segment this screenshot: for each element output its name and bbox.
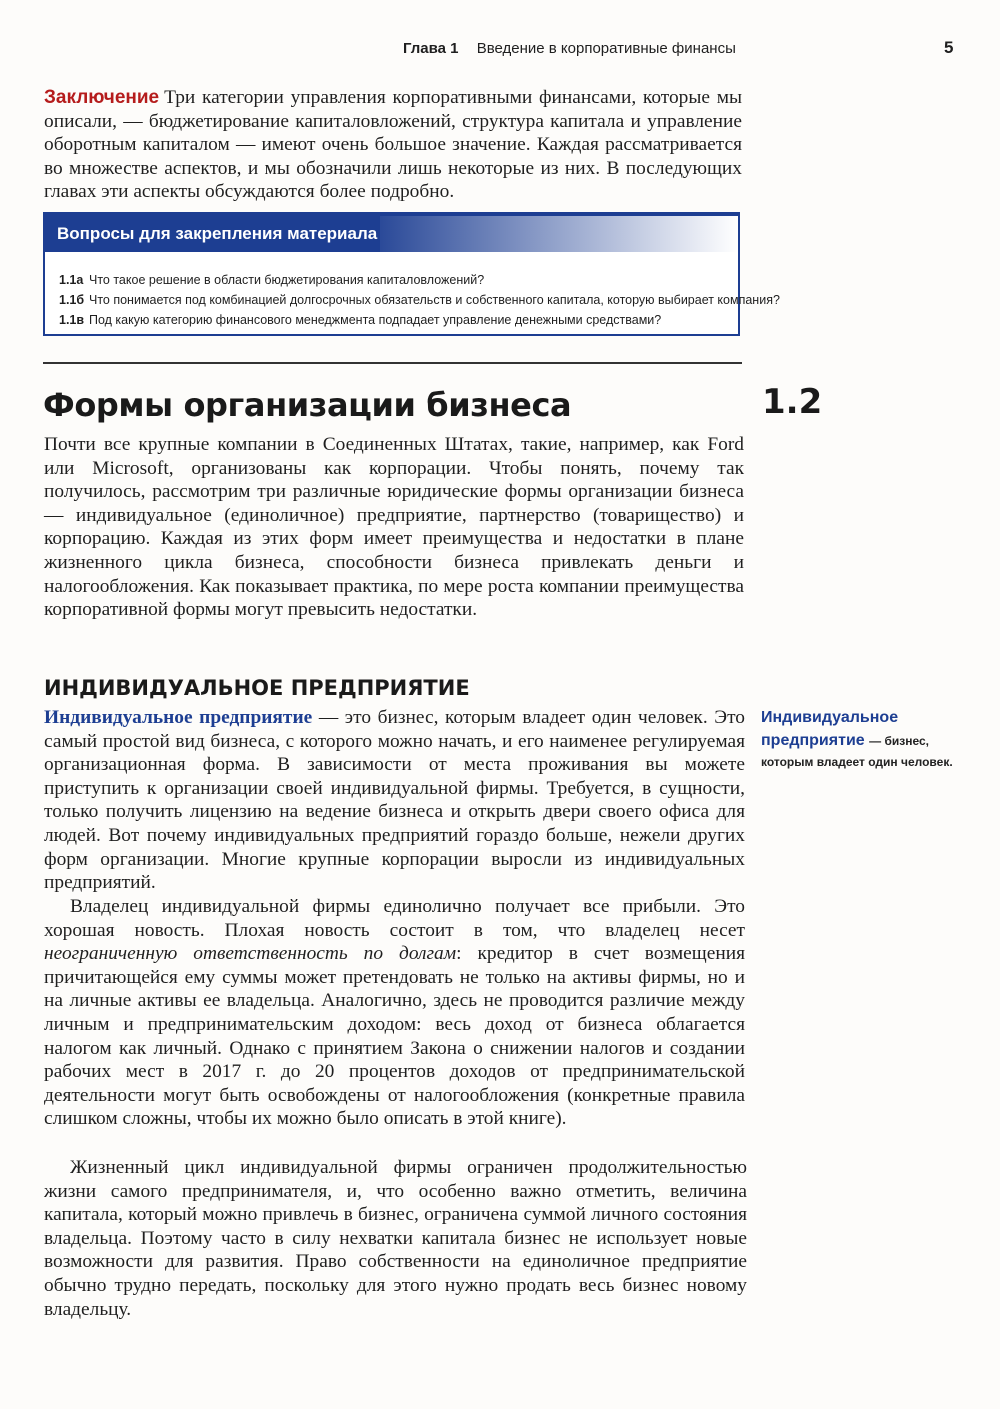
sole-proprietorship-paragraph-2 (44, 895, 745, 1131)
conclusion-paragraph (44, 86, 742, 204)
page-number: 5 (944, 38, 954, 57)
question-number: 1.1а (59, 273, 84, 287)
question-number: 1.1б (59, 293, 85, 307)
conclusion-lead: Заключение (44, 87, 160, 108)
section-title: Формы организации бизнеса (43, 386, 572, 424)
paragraph-text: — это бизнес, которым владеет один человек. Это самый простой вид бизнеса, с которого можно начать, и его наименее регулируемая организационная форма. В зависимости от места проживания вы можете приступить к организации своей индивидуальной фирмы. Требуется, в сущности, только получить лицензию на ведение бизнеса и открыть двери своего офиса для людей. Вот почему индивидуальных предприятий гораздо больше, нежели других форм организации. Многие крупные корпорации выросли из индивидуальных предприятий. (44, 707, 745, 894)
margin-definition (761, 706, 961, 772)
question-number: 1.1в (59, 313, 85, 327)
question-item (59, 270, 728, 290)
margin-term: Индивидуальное предприятие (761, 709, 899, 749)
paragraph-text: : кредитор в счет возмещения причитающейся ему суммы может претендовать не только на активы фирмы, но и на личные активы ее владельца. Аналогично, здесь не проводится различие между личным и предпринимательским доходом: весь доход от бизнеса облагается налогом как личный. Однако с принятием Закона о снижении налогов и создании рабочих мест в 2017 г. до 20 процентов доходов от предпринимательской деятельности могут быть освобождены от налогообложения (конкретные правила слишком сложны, чтобы их можно было описать в этой книге). (44, 943, 746, 1130)
margin-definition-text: — бизнес, которым владеет один человек. (761, 734, 953, 769)
section-intro-paragraph: Почти все крупные компании в Соединенных Штатах, такие, например, как Ford или Microsoft, организованы как корпорации. Чтобы понять, почему так получилось, рассмотрим три различные юридические формы организации бизнеса — индивидуальное (единоличное) предприятие, партнерство (товарищество) и корпорацию. Каждая из этих форм имеет преимущества и недостатки в плане жизненного цикла бизнеса, способности бизнеса привлекать деньги и налогообложения. Как показывает практика, по мере роста компании преимущества корпоративной формы могут превысить недостатки. (44, 434, 744, 621)
sole-proprietorship-paragraph-1 (44, 706, 745, 895)
question-text: Что понимается под комбинацией долгосрочных обязательств и собственного капитала, которую выбирает компания? (89, 293, 780, 307)
questions-title: Вопросы для закрепления материала (45, 216, 380, 252)
paragraph-text: Владелец индивидуальной фирмы единолично получает все прибыли. Это хорошая новость. Плохая новость состоит в том, что владелец несет (44, 896, 745, 941)
question-text: Под какую категорию финансового менеджмента подпадает управление денежными средствами? (89, 313, 662, 327)
review-questions-box (43, 212, 780, 336)
question-text: Что такое решение в области бюджетирования капиталовложений? (89, 273, 485, 287)
subsection-heading: ИНДИВИДУАЛЬНОЕ ПРЕДПРИЯТИЕ (44, 676, 470, 700)
defined-term: Индивидуальное предприятие (44, 707, 313, 728)
question-item (59, 310, 728, 330)
chapter-label: Глава 1 (403, 40, 459, 57)
section-divider (43, 362, 742, 364)
conclusion-text: Три категории управления корпоративными финансами, которые мы описали, — бюджетирование капиталовложений, структура капитала и управление оборотным капиталом — имеют очень большое значение. Каждая рассматривается во множестве аспектов, и мы обозначили лишь некоторые из них. В последующих главах эти аспекты обсуждаются более подробно. (44, 87, 742, 203)
chapter-title: Введение в корпоративные финансы (476, 40, 736, 57)
running-head (403, 40, 736, 57)
questions-list (59, 270, 780, 330)
section-number: 1.2 (762, 382, 823, 422)
question-item (59, 290, 780, 310)
emphasis-text: неограниченную ответственность по долгам (44, 943, 457, 965)
sole-proprietorship-paragraph-3: Жизненный цикл индивидуальной фирмы ограничен продолжительностью жизни самого предпринимателя, и, что особенно важно отметить, величина капитала, который можно привлечь в бизнес, ограничена суммой личного состояния владельца. Поэтому часто в силу нехватки капитала бизнес не использует новые возможности для развития. Право собственности на единоличное предприятие обычно трудно передать, поскольку для этого нужно продать весь бизнес новому владельцу. (44, 1157, 747, 1320)
